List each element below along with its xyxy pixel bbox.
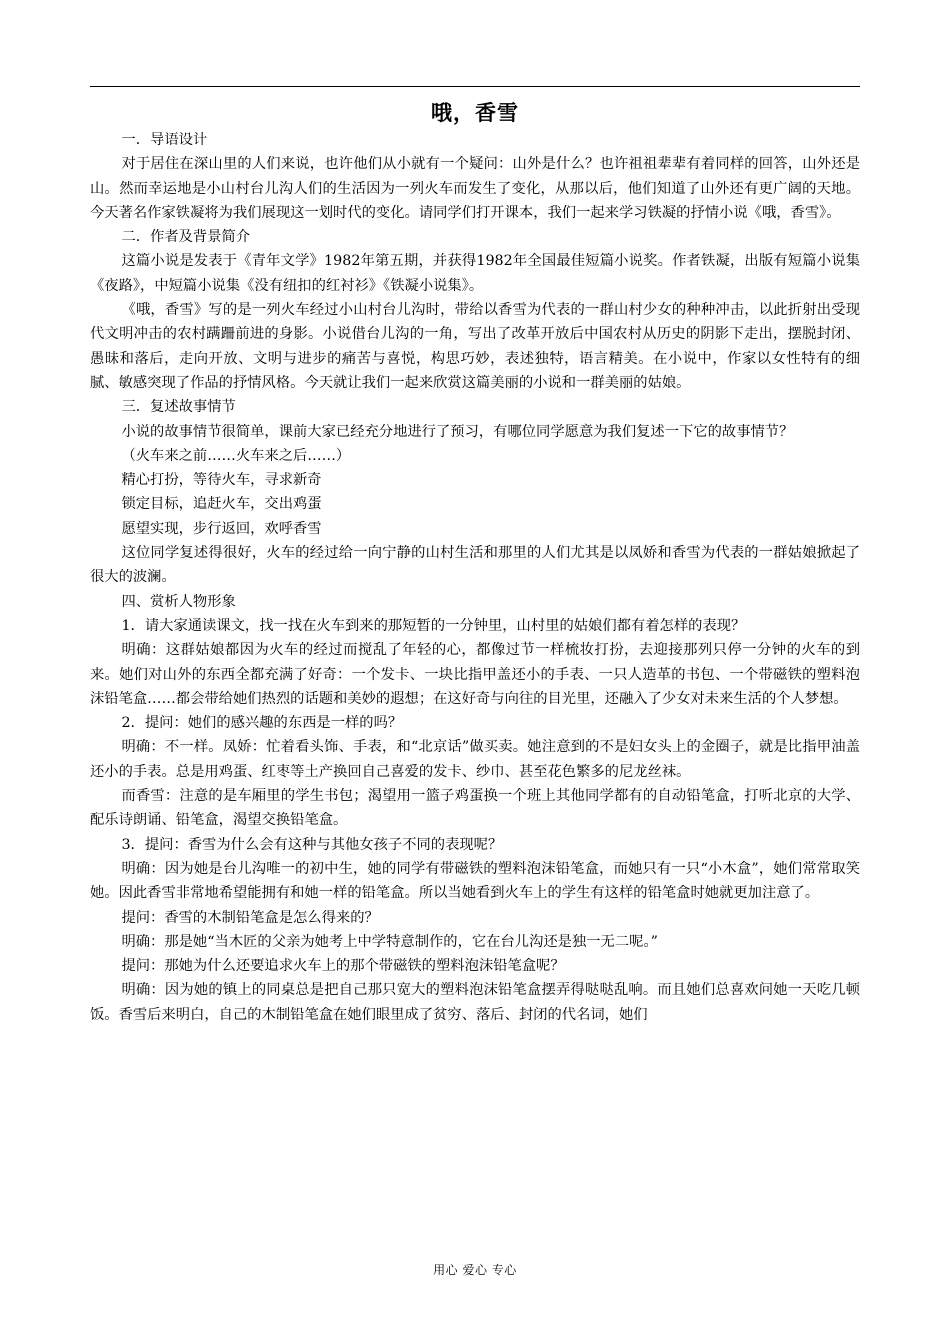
paragraph: 锁定目标，追赶火车，交出鸡蛋: [121, 496, 322, 513]
paragraph: 愿望实现，步行返回，欢呼香雪: [121, 520, 322, 537]
section-heading: 四、赏析人物形象: [121, 593, 236, 610]
paragraph: 明确：因为她的镇上的同桌总是把自己那只宽大的塑料泡沫铅笔盒摆弄得哒哒乱响。而且她们总喜欢问她一天吃几顿饭。香雪后来明白，自己的木制铅笔盒在她们眼里成了贫穷、落后、封闭的代名词，她们: [90, 982, 860, 1023]
paragraph: （火车来之前……火车来之后……）: [121, 447, 351, 464]
paragraph: 小说的故事情节很简单，课前大家已经充分地进行了预习，有哪位同学愿意为我们复述一下它的故事情节？: [121, 423, 794, 440]
header-rule: [90, 86, 860, 87]
paragraph: 提问：香雪的木制铅笔盒是怎么得来的？: [121, 909, 379, 926]
section-heading: 二．作者及背景简介: [121, 229, 251, 246]
paragraph: 明确：那是她“当木匠的父亲为她考上中学特意制作的，它在台儿沟还是独一无二呢。”: [121, 933, 658, 950]
paragraph: 明确：因为她是台儿沟唯一的初中生，她的同学有带磁铁的塑料泡沫铅笔盒，而她只有一只“小木盒”，她们常常取笑她。因此香雪非常地希望能拥有和她一样的铅笔盒。所以当她看到火车上的学生有这样的铅笔盒时她就更加注意了。: [90, 860, 860, 902]
paragraph: 2．提问：她们的感兴趣的东西是一样的吗？: [121, 715, 403, 732]
paragraph: 《哦，香雪》写的是一列火车经过小山村台儿沟时，带给以香雪为代表的一群山村少女的种种冲击，以此折射出受现代文明冲击的农村蹒跚前进的身影。小说借台儿沟的一角，写出了改革开放后中国农村从历史的阴影下走出，摆脱封闭、愚昧和落后，走向开放、文明与进步的痛苦与喜悦，构思巧妙，表述独特，语言精美。在小说中，作家以女性特有的细腻、敏感突现了作品的抒情风格。今天就让我们一起来欣赏这篇美丽的小说和一群美丽的姑娘。: [90, 302, 860, 391]
paragraph: 这篇小说是发表于《青年文学》1982年第五期，并获得1982年全国最佳短篇小说奖。作者铁凝，出版有短篇小说集《夜路》，中短篇小说集《没有纽扣的红衬衫》《铁凝小说集》。: [90, 253, 860, 294]
section-heading: 一．导语设计: [121, 132, 208, 148]
paragraph: 这位同学复述得很好，火车的经过给一向宁静的山村生活和那里的人们尤其是以凤娇和香雪为代表的一群姑娘掀起了很大的波澜。: [90, 545, 860, 586]
page-title: 哦，香雪: [431, 100, 519, 125]
paragraph: 1．请大家通读课文，找一找在火车到来的那短暂的一分钟里，山村里的姑娘们都有着怎样的表现？: [121, 617, 746, 634]
paragraph: 3．提问：香雪为什么会有这种与其他女孩子不同的表现呢？: [121, 836, 503, 853]
page-footer: 用心 爱心 专心: [433, 1263, 517, 1277]
paragraph: 对于居住在深山里的人们来说，也许他们从小就有一个疑问：山外是什么？也许祖祖辈辈有着同样的回答，山外还是山。然而幸运地是小山村台儿沟人们的生活因为一列火车而发生了变化，从那以后，他们知道了山外还有更广阔的天地。今天著名作家铁凝将为我们展现这一划时代的变化。请同学们打开课本，我们一起来学习铁凝的抒情小说《哦，香雪》。: [90, 156, 860, 221]
paragraph: 明确：不一样。凤娇：忙着看头饰、手表，和“北京话”做买卖。她注意到的不是妇女头上的金圈子，就是比指甲油盖还小的手表。总是用鸡蛋、红枣等土产换回自己喜爱的发卡、纱巾、甚至花色繁多的尼龙丝袜。: [90, 739, 860, 780]
section-heading: 三．复述故事情节: [121, 399, 236, 416]
paragraph: 精心打扮，等待火车，寻求新奇: [121, 472, 322, 489]
paragraph: 提问：那她为什么还要追求火车上的那个带磁铁的塑料泡沫铅笔盒呢？: [121, 958, 565, 975]
paragraph: 明确：这群姑娘都因为火车的经过而搅乱了年轻的心，都像过节一样梳妆打扮，去迎接那列只停一分钟的火车的到来。她们对山外的东西全都充满了好奇：一个发卡、一块比指甲盖还小的手表、一只人造革的书包、一个带磁铁的塑料泡沫铅笔盒……都会带给她们热烈的话题和美妙的遐想；在这好奇与向往的目光里，还融入了少女对未来生活的个人梦想。: [90, 642, 860, 707]
document-body: [90, 128, 860, 1027]
paragraph: 而香雪：注意的是车厢里的学生书包；渴望用一篮子鸡蛋换一个班上其他同学都有的自动铅笔盒，打听北京的大学、配乐诗朗诵、铅笔盒，渴望交换铅笔盒。: [90, 788, 860, 829]
